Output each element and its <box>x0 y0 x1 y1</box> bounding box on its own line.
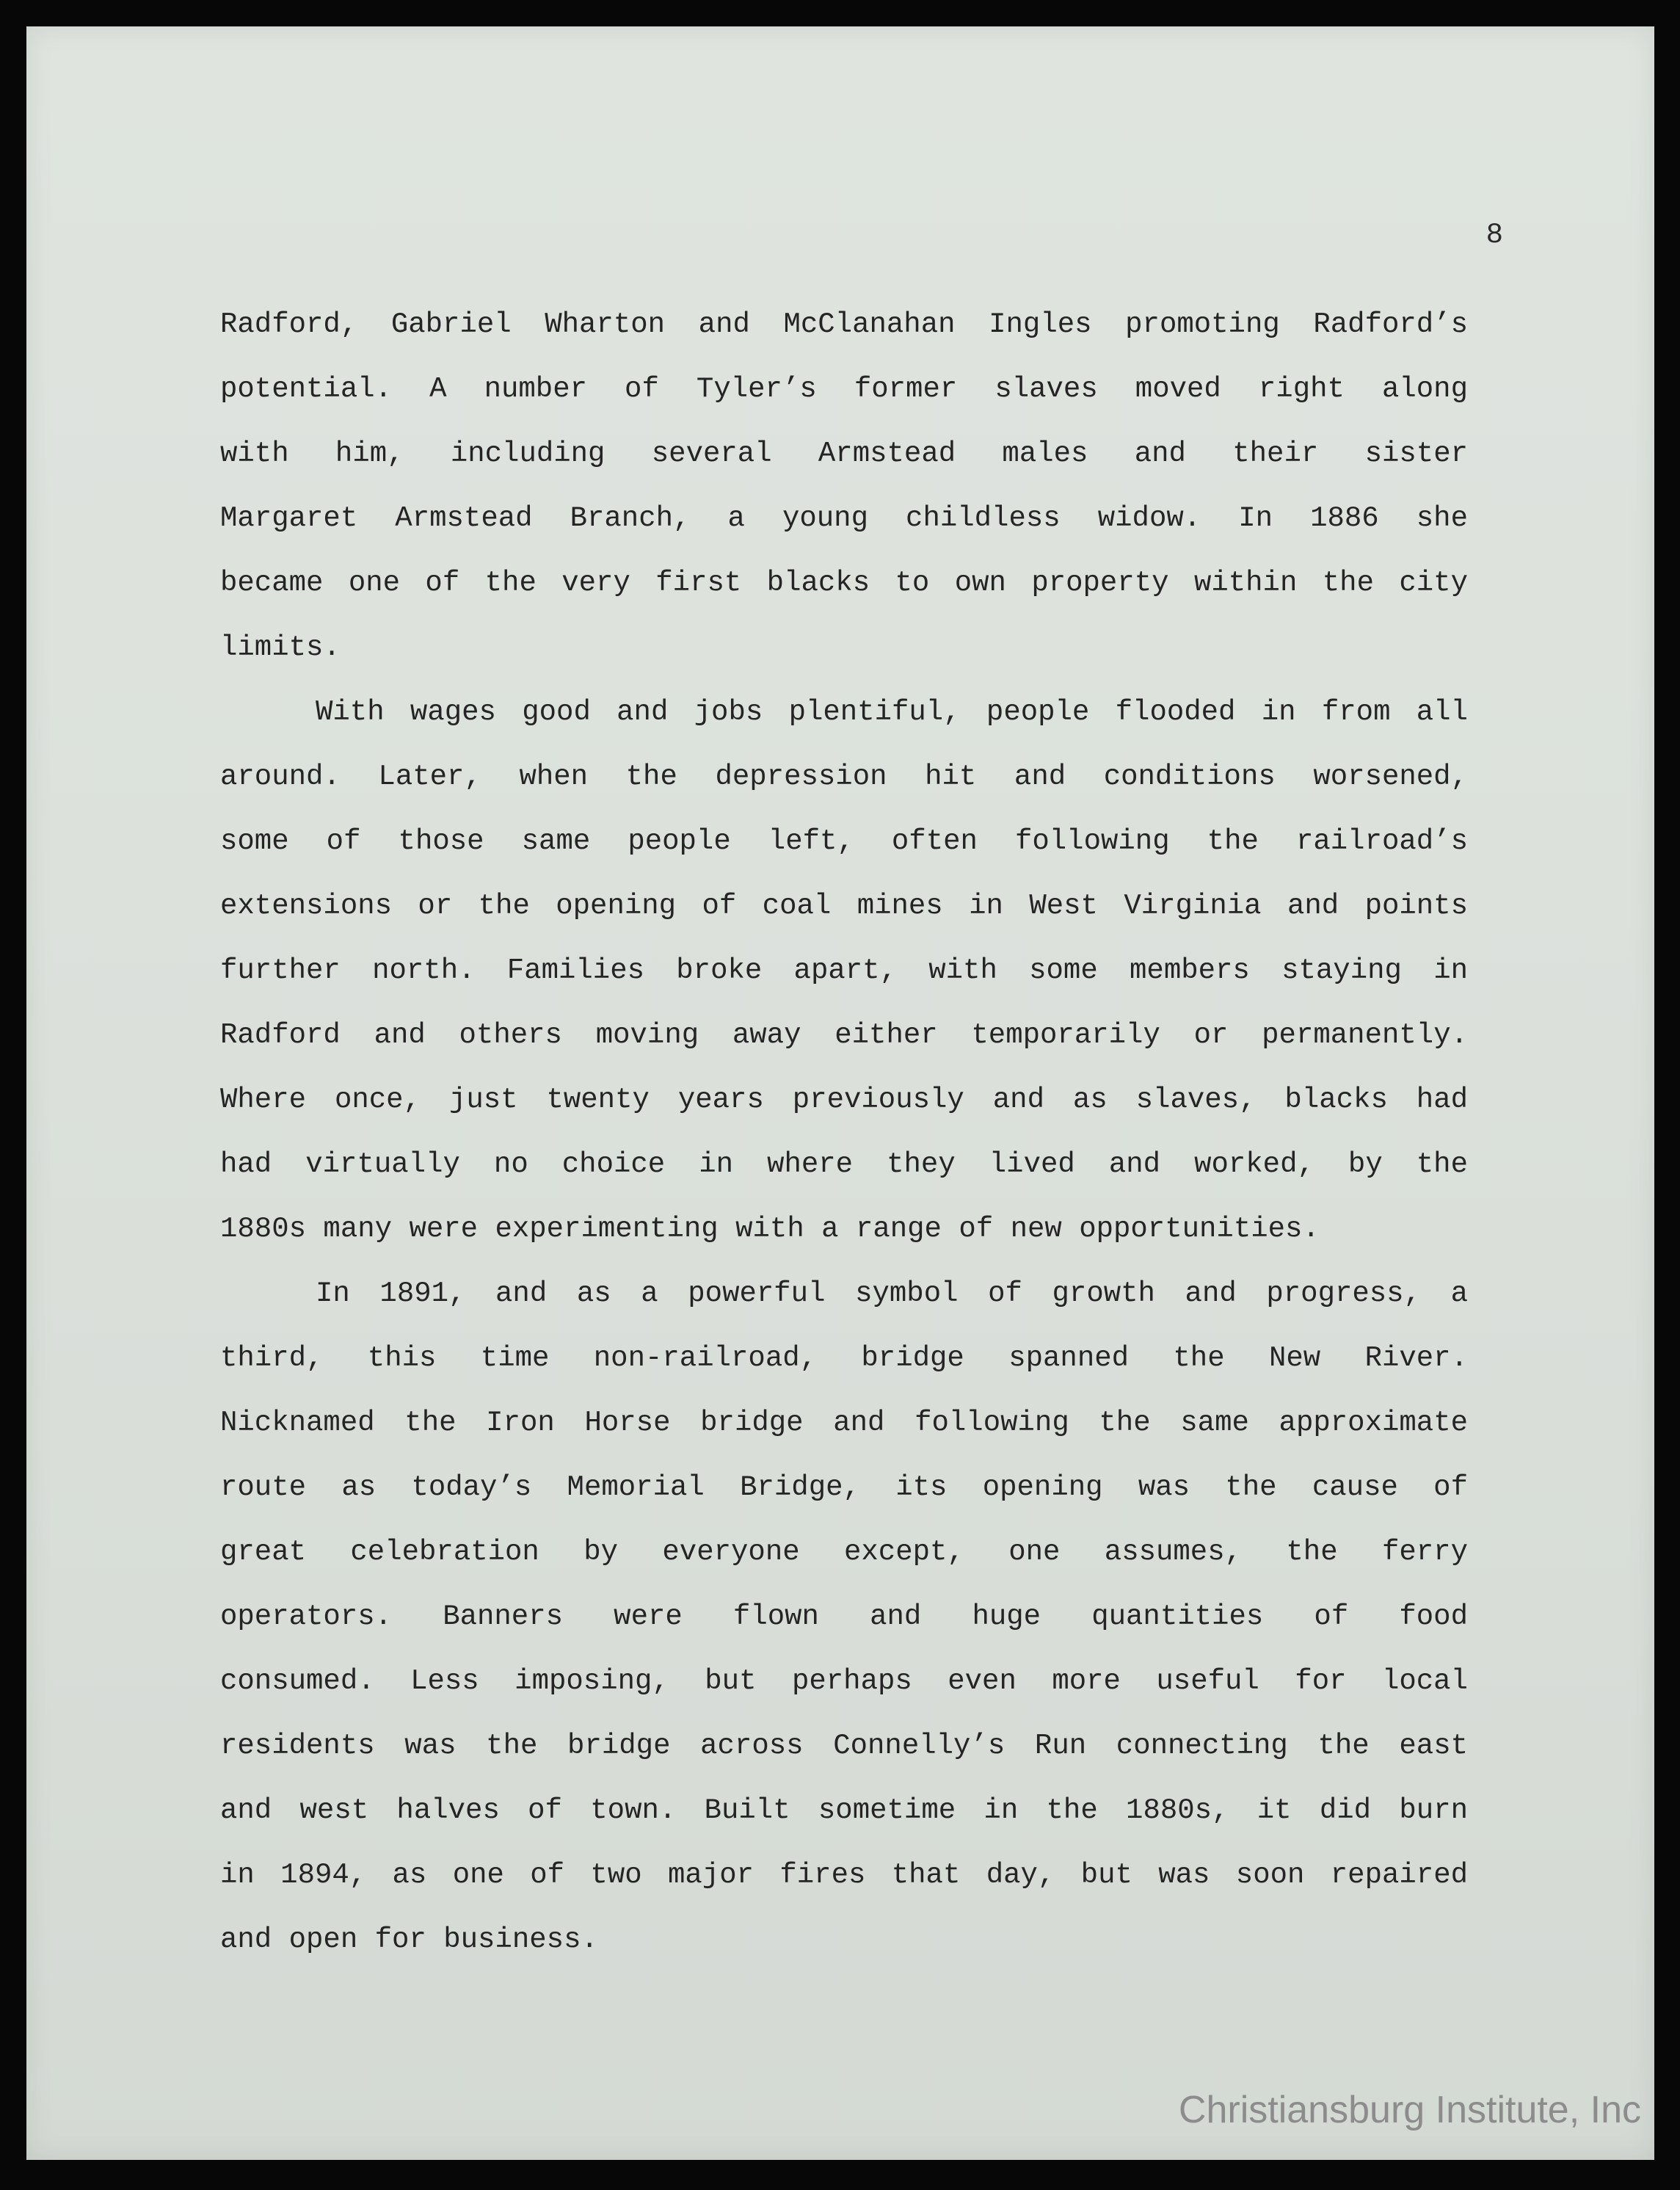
text-line: became one of the very first blacks to own property within the city <box>220 567 1468 599</box>
text-line: operators. Banners were flown and huge quantities of food <box>220 1600 1468 1633</box>
document-page <box>26 26 1654 2160</box>
text-line: 1880s many were experimenting with a range of new opportunities. <box>220 1213 1320 1245</box>
text-line: Nicknamed the Iron Horse bridge and following the same approximate <box>220 1407 1468 1439</box>
text-line: Margaret Armstead Branch, a young childless widow. In 1886 she <box>220 502 1468 534</box>
text-line: extensions or the opening of coal mines in West Virginia and points <box>220 890 1468 922</box>
text-line: some of those same people left, often following the railroad’s <box>220 825 1468 857</box>
text-line: and open for business. <box>220 1923 598 1956</box>
text-line: had virtually no choice in where they lived and worked, by the <box>220 1148 1468 1181</box>
page-number: 8 <box>1486 219 1503 251</box>
text-line: and west halves of town. Built sometime in the 1880s, it did burn <box>220 1794 1468 1827</box>
text-line: Radford and others moving away either temporarily or permanently. <box>220 1019 1468 1051</box>
text-line: great celebration by everyone except, one assumes, the ferry <box>220 1536 1468 1568</box>
text-line: Where once, just twenty years previously and as slaves, blacks had <box>220 1084 1468 1116</box>
text-line: limits. <box>220 631 341 664</box>
text-line: with him, including several Armstead males and their sister <box>220 438 1468 470</box>
text-line: potential. A number of Tyler’s former slaves moved right along <box>220 373 1468 405</box>
text-line: residents was the bridge across Connelly’s Run connecting the east <box>220 1730 1468 1762</box>
text-line: around. Later, when the depression hit and conditions worsened, <box>220 761 1468 793</box>
text-line: in 1894, as one of two major fires that day, but was soon repaired <box>220 1859 1468 1891</box>
text-line: Radford, Gabriel Wharton and McClanahan Ingles promoting Radford’s <box>220 308 1468 341</box>
text-line: consumed. Less imposing, but perhaps even more useful for local <box>220 1665 1468 1697</box>
watermark: Christiansburg Institute, Inc <box>1178 2089 1641 2131</box>
text-line: route as today’s Memorial Bridge, its opening was the cause of <box>220 1471 1468 1504</box>
paragraph-first-line: With wages good and jobs plentiful, people flooded in from all <box>316 696 1468 728</box>
text-line: further north. Families broke apart, with some members staying in <box>220 954 1468 987</box>
paragraph-first-line: In 1891, and as a powerful symbol of growth and progress, a <box>316 1277 1468 1310</box>
text-line: third, this time non-railroad, bridge spanned the New River. <box>220 1342 1468 1374</box>
